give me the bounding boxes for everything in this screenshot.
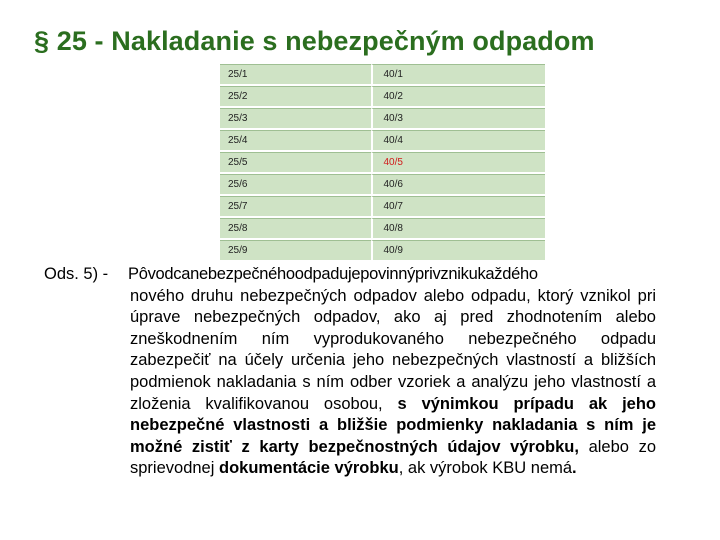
table-row bbox=[220, 196, 545, 216]
table-row bbox=[220, 218, 545, 238]
table-cell-old-paragraph: 25/6 bbox=[220, 174, 371, 194]
paragraph-bold-documentation: dokumentácie výrobku bbox=[218, 459, 399, 478]
paragraph-mapping-table bbox=[220, 62, 545, 262]
table-body bbox=[220, 64, 545, 260]
table-cell-old-paragraph: 25/1 bbox=[220, 64, 371, 84]
table-cell-new-paragraph: 40/5 bbox=[371, 152, 545, 172]
table-cell-new-paragraph: 40/6 bbox=[371, 174, 545, 194]
table-cell-old-paragraph: 25/3 bbox=[220, 108, 371, 128]
paragraph-body-3: , ak výrobok KBU nemá bbox=[398, 459, 573, 478]
table-row bbox=[220, 130, 545, 150]
table-row bbox=[220, 86, 545, 106]
table-row bbox=[220, 64, 545, 84]
table-row bbox=[220, 152, 545, 172]
table-cell-new-paragraph: 40/4 bbox=[371, 130, 545, 150]
mapping-table bbox=[220, 62, 545, 262]
paragraph-bold-exception: s výnimkou prípadu ak jeho nebezpečné vlastnosti a bližšie podmienky nakladania s ním je možné zistiť z karty bezpečnostných údajov výrobku, bbox=[130, 394, 656, 456]
table-cell-old-paragraph: 25/7 bbox=[220, 196, 371, 216]
paragraph-end-period: . bbox=[572, 459, 577, 478]
paragraph-ods-5 bbox=[44, 264, 656, 480]
paragraph-body-1: nového druhu nebezpečných odpadov alebo odpadu, ktorý vznikol pri úprave nebezpečných odpadov, ako aj pred zhodnotením alebo zneškodnením ním vyprodukovaného nebezpečného odpadu zabezpečiť na účely určenia jeho nebezpečných vlastností a bližších podmienok nakladania s ním odber vzoriek a analýzu jeho vlastností a zloženia kvalifikovanou osobou, bbox=[130, 286, 656, 413]
paragraph-lead: Ods. 5) - bbox=[44, 265, 109, 283]
table-row bbox=[220, 108, 545, 128]
table-cell-old-paragraph: 25/5 bbox=[220, 152, 371, 172]
table-cell-new-paragraph: 40/9 bbox=[371, 240, 545, 260]
paragraph-body-2: alebo zo sprievodnej bbox=[130, 437, 657, 478]
paragraph-first-line: Pôvodcanebezpečnéhoodpadujepovinnýprivznikukaždého bbox=[128, 265, 538, 283]
table-cell-old-paragraph: 25/8 bbox=[220, 218, 371, 238]
table-cell-old-paragraph: 25/4 bbox=[220, 130, 371, 150]
table-cell-new-paragraph: 40/3 bbox=[371, 108, 545, 128]
table-cell-new-paragraph: 40/7 bbox=[371, 196, 545, 216]
table-row bbox=[220, 174, 545, 194]
table-cell-new-paragraph: 40/2 bbox=[371, 86, 545, 106]
page-title: § 25 - Nakladanie s nebezpečným odpadom bbox=[34, 26, 595, 56]
table-row bbox=[220, 240, 545, 260]
table-cell-old-paragraph: 25/9 bbox=[220, 240, 371, 260]
paragraph-text bbox=[130, 264, 656, 480]
table-cell-new-paragraph: 40/1 bbox=[371, 64, 545, 84]
table-cell-new-paragraph: 40/8 bbox=[371, 218, 545, 238]
table-cell-old-paragraph: 25/2 bbox=[220, 86, 371, 106]
